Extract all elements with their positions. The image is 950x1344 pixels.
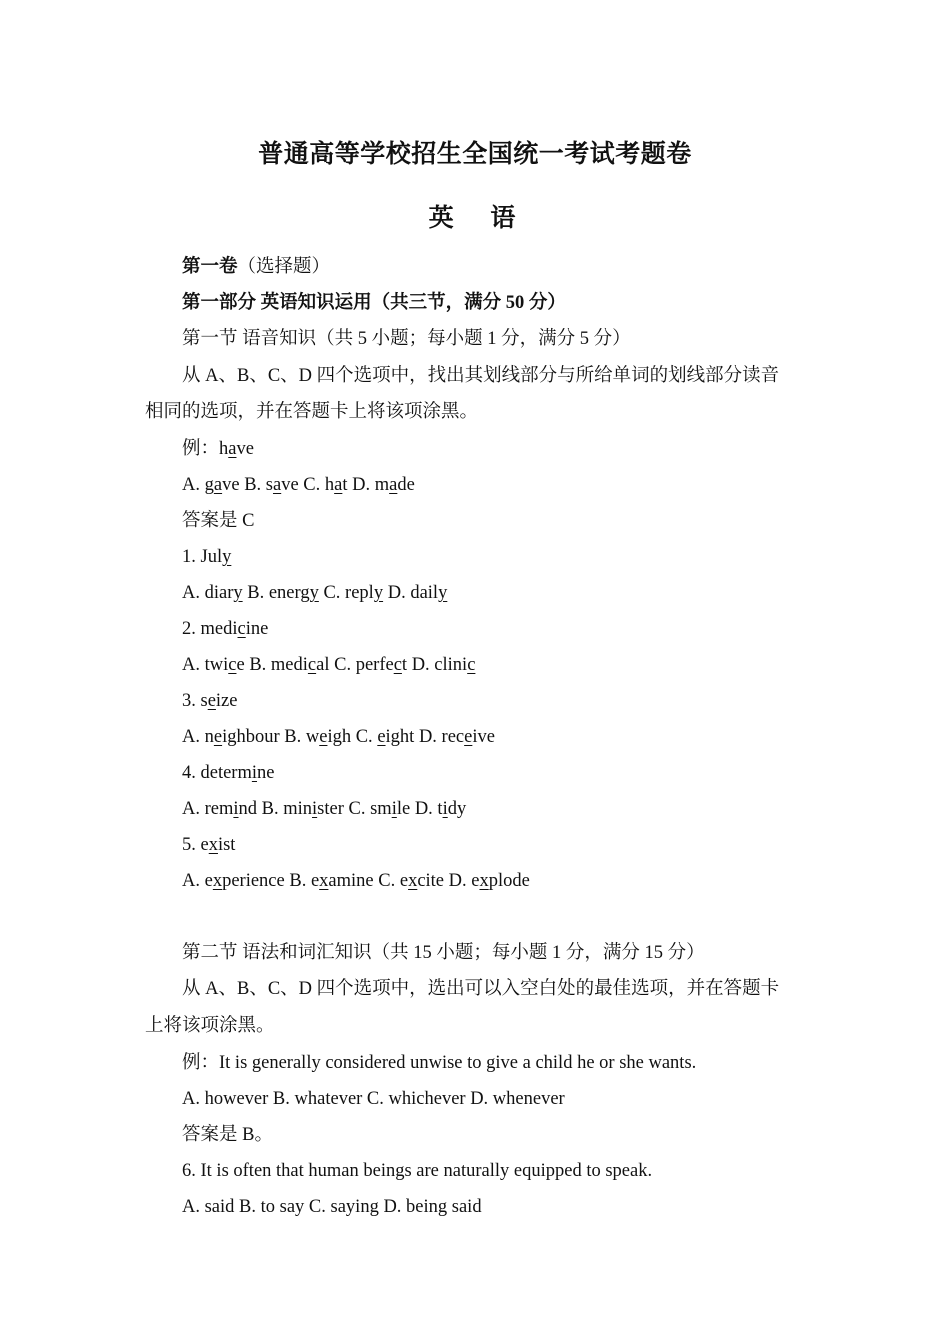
underlined-letters: c [228, 655, 237, 675]
option: B. weigh [284, 727, 356, 747]
question-word: 1. July [182, 547, 232, 567]
underlined-letters: x [319, 871, 329, 891]
option: B. medical [249, 655, 335, 675]
underlined-letters: y [309, 583, 319, 603]
example-answer: 答案是 B。 [182, 1125, 273, 1145]
underlined-letters: i [312, 799, 318, 819]
option: C. smile [348, 799, 415, 819]
exam-title: 普通高等学校招生全国统一考试考题卷 [258, 139, 692, 168]
example-word-line [182, 437, 254, 461]
question-options [182, 725, 495, 749]
question-sentence: 6. It is often that human beings are naturally equipped to speak. [182, 1161, 653, 1181]
underlined-letters: c [237, 619, 246, 639]
underlined-letters: x [212, 871, 223, 891]
instruction-line: 从 A、B、C、D 四个选项中，找出其划线部分与所给单词的划线部分读音 [182, 366, 780, 386]
underlined-letters: a [389, 475, 398, 495]
underlined-letters: y [373, 583, 384, 603]
question-options [182, 797, 466, 821]
underlined-letters: a [334, 475, 343, 495]
example-sentence: 例：It is generally considered unwise to give a child he or she wants. [182, 1053, 697, 1073]
instruction-line: 上将该项涂黑。 [145, 1016, 275, 1036]
example-options-line: A. however B. whatever C. whichever D. whenever [182, 1089, 565, 1109]
part-heading: 第一部分 英语知识运用（共三节，满分 50 分） [182, 293, 566, 313]
underlined-letters: e [464, 727, 473, 747]
underlined-letters: a [213, 475, 223, 495]
option: C. hat [303, 475, 353, 495]
option: C. reply [323, 583, 384, 603]
question-options [182, 869, 530, 893]
underlined-letters: c [393, 655, 402, 675]
option: B. examine [289, 871, 379, 891]
option: D. receive [418, 727, 495, 747]
example-answer: 答案是 C [182, 511, 255, 531]
word-text: h [219, 439, 229, 459]
section-heading-grammar: 第二节 语法和词汇知识（共 15 小题；每小题 1 分，满分 15 分） [182, 943, 705, 963]
question-word: 2. medicine [182, 619, 269, 639]
question-word: 5. exist [182, 835, 236, 855]
underlined-letters: i [233, 799, 239, 819]
underlined-letters: y [222, 547, 232, 567]
underlined-letters: c [307, 655, 317, 675]
question-word: 4. determine [182, 763, 275, 783]
underlined-letters: a [228, 439, 237, 459]
instruction-line: 从 A、B、C、D 四个选项中，选出可以入空白处的最佳选项，并在答题卡 [182, 979, 780, 999]
option: B. save [244, 475, 304, 495]
volume-note: （选择题） [237, 257, 331, 277]
option: D. clinic [411, 655, 476, 675]
volume-heading [182, 255, 330, 279]
option: A. gave [182, 475, 245, 495]
underlined-letters: e [207, 691, 216, 711]
option: A. remind [182, 799, 262, 819]
option: B. minister [261, 799, 349, 819]
option: A. experience [182, 871, 290, 891]
instruction-line: 相同的选项，并在答题卡上将该项涂黑。 [145, 402, 479, 422]
underlined-letters: x [408, 871, 418, 891]
question-options: A. said B. to say C. saying D. being said [182, 1197, 482, 1217]
word-text: ve [236, 439, 254, 459]
underlined-letters: i [391, 799, 397, 819]
option: D. daily [387, 583, 448, 603]
question-options [182, 653, 475, 677]
underlined-letters: x [479, 871, 489, 891]
underlined-letters: y [438, 583, 448, 603]
option: C. eight [355, 727, 419, 747]
underlined-letters: x [208, 835, 218, 855]
underlined-letters: e [213, 727, 223, 747]
question-options [182, 581, 447, 605]
section-heading-phonetics: 第一节 语音知识（共 5 小题；每小题 1 分，满分 5 分） [182, 329, 631, 349]
underlined-letters: a [272, 475, 282, 495]
underlined-letters: c [467, 655, 476, 675]
option: B. energy [247, 583, 319, 603]
option: A. twice [182, 655, 250, 675]
option: A. diary [182, 583, 243, 603]
option: D. made [352, 475, 415, 495]
underlined-letters: y [233, 583, 243, 603]
option: C. perfect [334, 655, 412, 675]
option: A. neighbour [182, 727, 285, 747]
example-options-line [182, 473, 415, 497]
underlined-letters: i [251, 763, 258, 783]
option: D. tidy [414, 799, 467, 819]
option: D. explode [448, 871, 530, 891]
option: C. excite [378, 871, 449, 891]
underlined-letters: e [377, 727, 386, 747]
subject-title: 英 语 [428, 203, 530, 232]
volume-label: 第一卷 [182, 257, 238, 277]
underlined-letters: e [319, 727, 328, 747]
question-word: 3. seize [182, 691, 238, 711]
underlined-letters: i [442, 799, 448, 819]
example-label: 例： [182, 439, 220, 459]
